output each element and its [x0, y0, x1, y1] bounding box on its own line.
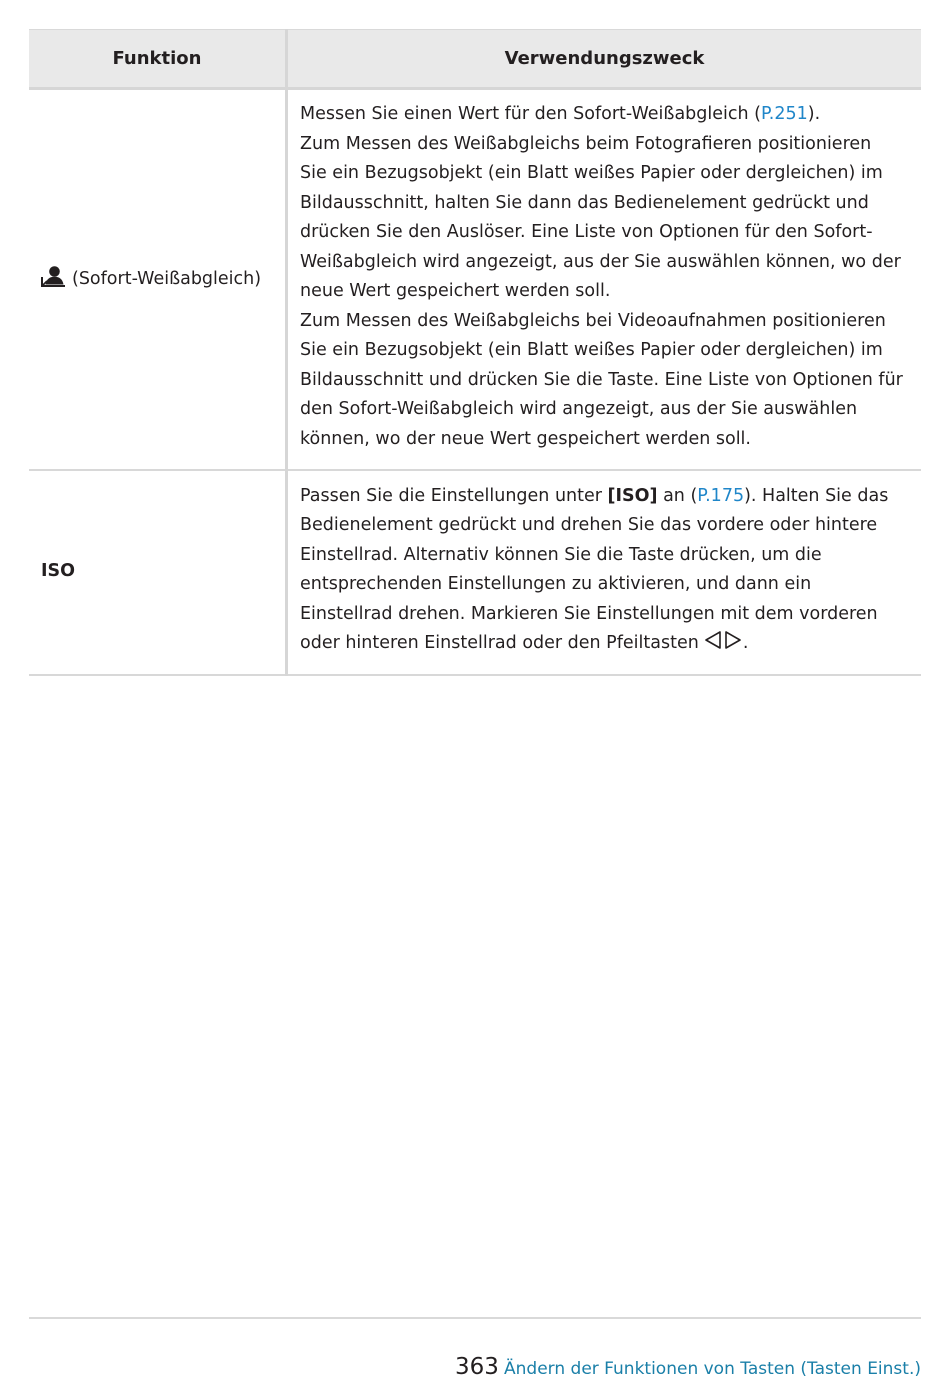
column-header-function: Funktion [29, 30, 287, 89]
page-link-251[interactable]: P.251 [760, 104, 808, 125]
function-table [29, 29, 921, 676]
purpose-text: an ( [657, 485, 698, 506]
table-header-row [29, 30, 921, 89]
function-label: ISO [41, 561, 75, 582]
purpose-text: ). Halten Sie das Bedienelement gedrückt und drehen Sie das vordere oder hintere Einstellrad. Alternativ können Sie die Taste drücken, um die entsprechenden Einstellungen zu aktivieren, und dann ein Einstellrad drehen. Markieren Sie Einstellungen mit dem vorderen oder hinteren Einstellrad oder den Pfeiltasten [300, 485, 889, 653]
function-cell [29, 470, 287, 675]
purpose-text: Messen Sie einen Wert für den Sofort-Weißabgleich ( [300, 104, 761, 125]
purpose-paragraph [300, 482, 903, 659]
purpose-cell [287, 89, 922, 470]
menu-item-iso: [ISO] [607, 485, 658, 506]
purpose-text: Passen Sie die Einstellungen unter [300, 485, 608, 506]
table-row [29, 89, 921, 470]
purpose-paragraph [300, 100, 903, 130]
column-header-purpose: Verwendungszweck [287, 30, 922, 89]
footer-divider [29, 1317, 921, 1319]
purpose-text: . [742, 633, 749, 653]
purpose-cell [287, 470, 922, 675]
one-touch-white-balance-icon [41, 265, 66, 287]
page-link-175[interactable]: P.175 [697, 485, 745, 506]
page-number: 363 [455, 1354, 499, 1380]
function-label: (Sofort-Weißabgleich) [72, 268, 262, 289]
table-row [29, 470, 921, 675]
footer-section-link[interactable]: Ändern der Funktionen von Tasten (Tasten Einst.) [504, 1359, 921, 1379]
function-cell [29, 89, 287, 470]
purpose-paragraph: Zum Messen des Weißabgleichs beim Fotografieren positionieren Sie ein Bezugsobjekt (ein Blatt weißes Papier oder dergleichen) im Bildausschnitt, halten Sie dann das Bedienelement gedrückt und drücken Sie den Auslöser. Eine Liste von Optionen für den Sofort-Weißabgleich wird angezeigt, aus der Sie auswählen können, wo der neue Wert gespeichert werden soll. [300, 133, 901, 302]
left-right-arrow-keys-icon [703, 630, 743, 650]
purpose-paragraph: Zum Messen des Weißabgleichs bei Videoaufnahmen positionieren Sie ein Bezugsobjekt (ein Blatt weißes Papier oder dergleichen) im Bildausschnitt und drücken Sie die Taste. Eine Liste von Optionen für den Sofort-Weißabgleich wird angezeigt, aus der Sie auswählen können, wo der neue Wert gespeichert werden soll. [300, 310, 903, 449]
purpose-text: ). [807, 104, 821, 125]
